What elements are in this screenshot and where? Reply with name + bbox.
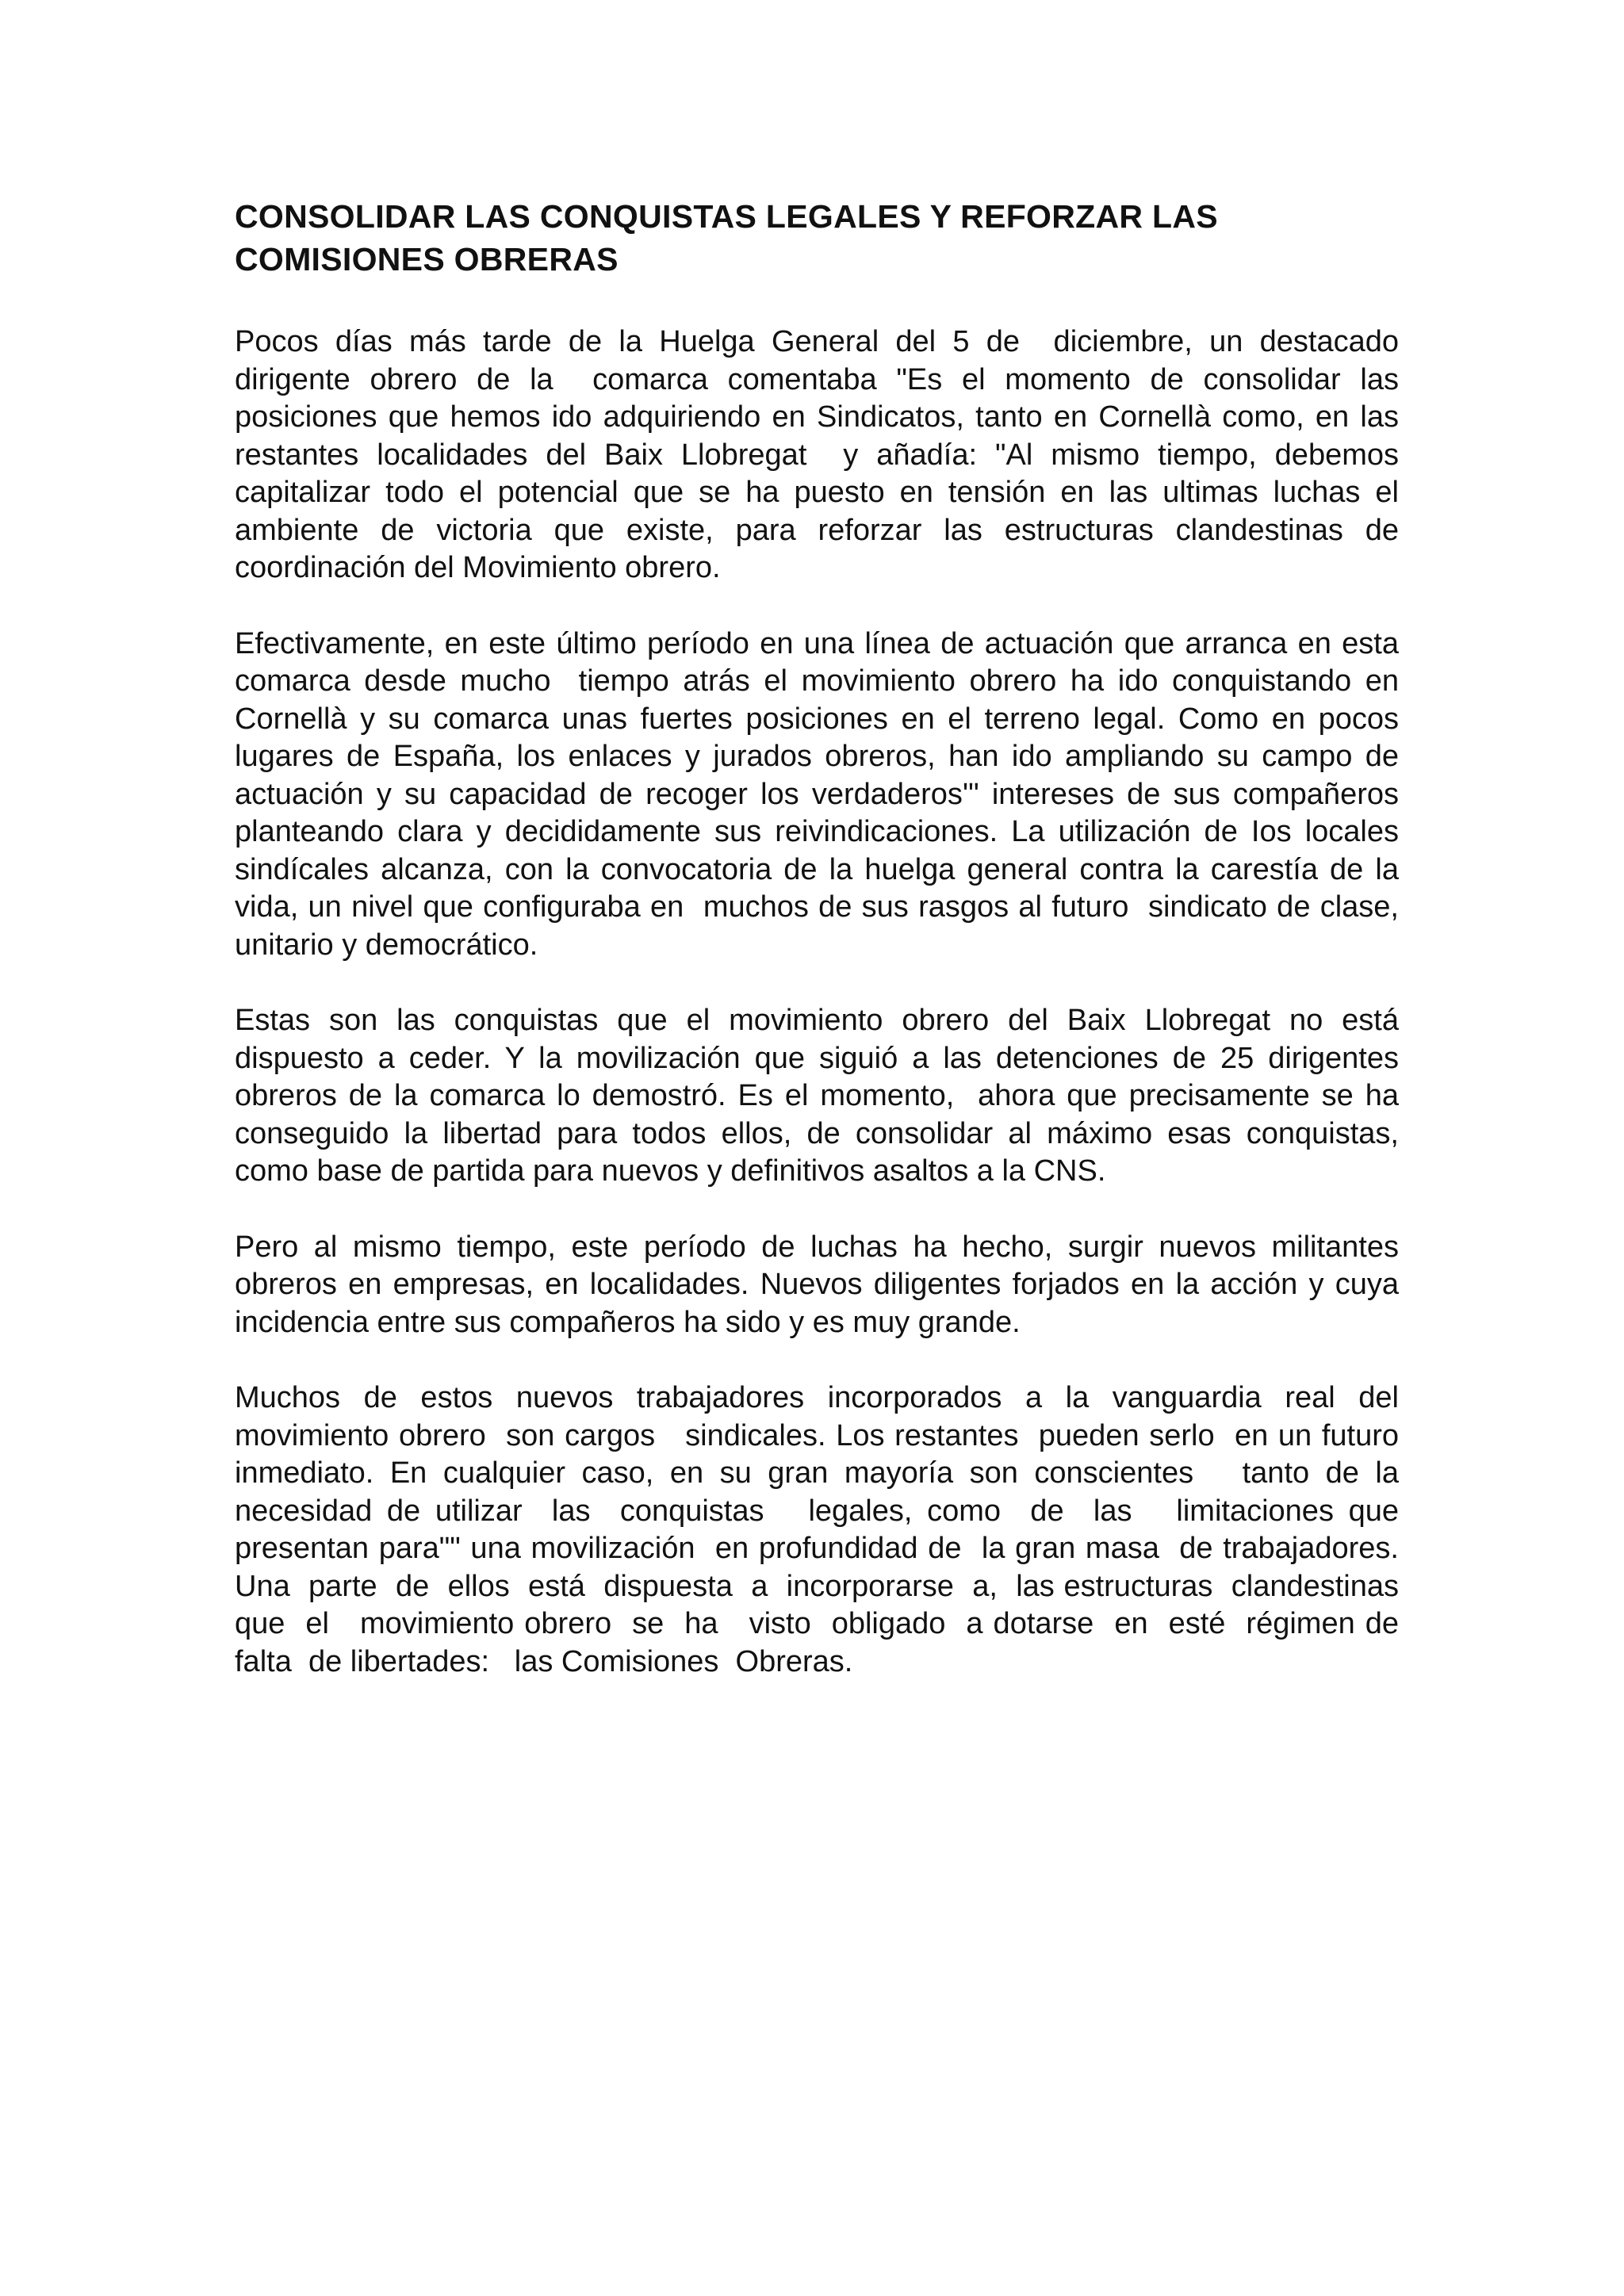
document-title: CONSOLIDAR LAS CONQUISTAS LEGALES Y REFORZAR LAS COMISIONES OBRERAS [235,198,1218,277]
paragraph-1: Pocos días más tarde de la Huelga General del 5 de diciembre, un destacado dirigente obrero de la comarca comentaba "Es el momento de consolidar las posiciones que hemos ido adquiriendo en Sindicatos, tanto en Cornellà como, en las restantes localidades del Baix Llobregat y añadía: "Al mismo tiempo, debemos capitalizar todo el potencial que se ha puesto en tensión en las ultimas luchas el ambiente de victoria que existe, para reforzar las estructuras clandestinas de coordinación del Movimiento obrero. [235,325,1424,584]
paragraph-5: Muchos de estos nuevos trabajadores incorporados a la vanguardia real del movimiento obrero son cargos sindicales. Los restantes pueden serlo en un futuro inmediato. En cualquier caso, en su gran mayoría son conscientes tanto de la necesidad de utilizar las conquistas legales, como de las limitaciones que presentan para"" una movilización en profundidad de la gran masa de trabajadores. Una parte de ellos está dispuesta a incorporarse a, las estructuras clandestinas que el movimiento obrero se ha visto obligado a dotarse en esté régimen de falta de libertades: las Comisiones Obreras. [235,1381,1424,1678]
paragraph-3: Estas son las conquistas que el movimiento obrero del Baix Llobregat no está dispuesto a ceder. Y la movilización que siguió a las detenciones de 25 dirigentes obreros de la comarca lo demostró. Es el momento, ahora que precisamente se ha conseguido la libertad para todos ellos, de consolidar al máximo esas conquistas, como base de partida para nuevos y definitivos asaltos a la CNS. [235,1004,1408,1188]
paragraph-4: Pero al mismo tiempo, este período de luchas ha hecho, surgir nuevos militantes obreros en empresas, en localidades. Nuevos diligentes forjados en la acción y cuya incidencia entre sus compañeros ha sido y es muy grande. [235,1230,1408,1339]
document-body [235,195,1424,1719]
paragraph-2: Efectivamente, en este último período en una línea de actuación que arranca en esta comarca desde mucho tiempo atrás el movimiento obrero ha ido conquistando en Cornellà y su comarca unas fuertes posiciones en el terreno legal. Como en pocos lugares de España, los enlaces y jurados obreros, han ido ampliando su campo de actuación y su capacidad de recoger los verdaderos'" intereses de sus compañeros planteando clara y decididamente sus reivindicaciones. La utilización de Ios locales sindícales alcanza, con la convocatoria de la huelga general contra la carestía de la vida, un nivel que configuraba en muchos de sus rasgos al futuro sindicato de clase, unitario y democrático. [235,626,1416,962]
